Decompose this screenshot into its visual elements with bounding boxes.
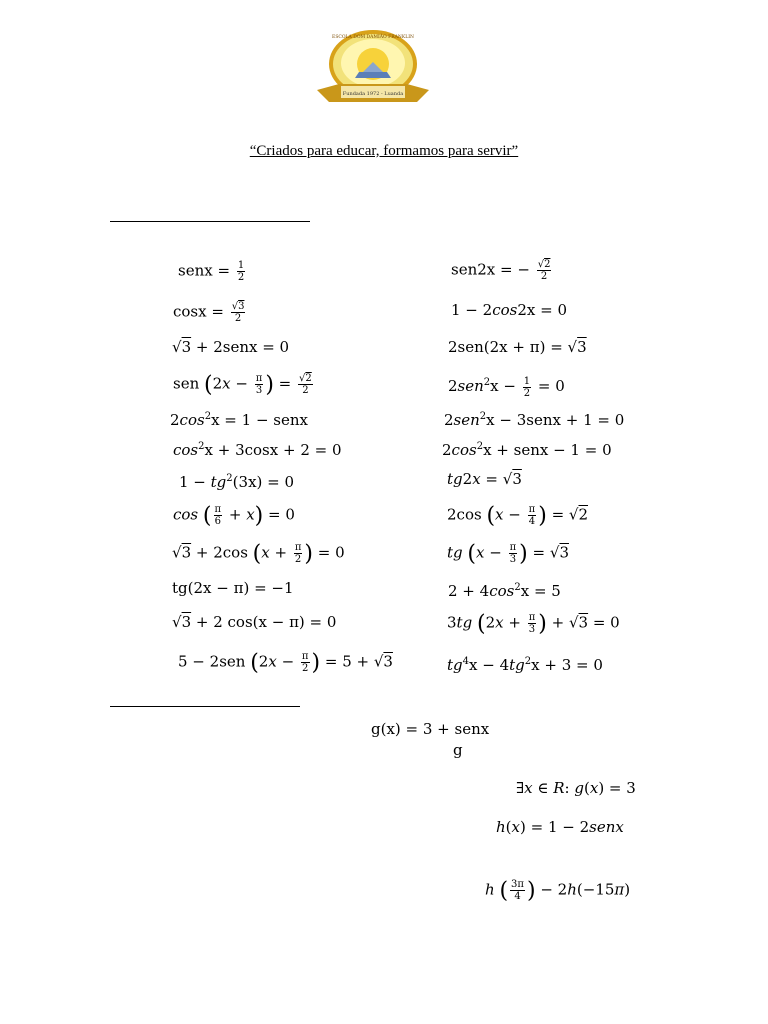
- section-rule-2: [110, 706, 300, 707]
- left-eq-2: cosx = $\frac{√3}{2}$: [173, 301, 245, 324]
- logo-ribbon-text: Fundada 1972 - Luanda: [342, 91, 404, 97]
- right-eq-9: tg (x − $\frac{\pi}{3}$ ) = √3: [447, 541, 569, 567]
- motto: “Criados para educar, formamos para servir”: [249, 143, 519, 159]
- left-eq-9: √3 + 2cos (x + $\frac{\pi}{2}$ ) = 0: [172, 541, 345, 567]
- left-eq-4: sen (2x − $\frac{\pi}{3}$ ) = $\frac{√2}{2}$: [173, 372, 312, 398]
- h-definition: h(x) = 1 − 2senx: [496, 818, 624, 836]
- left-eq-1: senx = $\frac{1}{2}$: [178, 260, 245, 283]
- school-logo: [313, 28, 433, 106]
- right-eq-4: 2sen$^2$x − $\frac{1}{2}$ = 0: [448, 375, 565, 399]
- left-eq-3: √3 + 2senx = 0: [172, 338, 290, 356]
- left-eq-12: 5 − 2sen (2x − $\frac{\pi}{2}$ ) = 5 + √3: [178, 650, 393, 676]
- right-eq-5: 2sen$^2$x − 3senx + 1 = 0: [444, 411, 625, 429]
- left-eq-10: tg(2x − π) = −1: [172, 579, 294, 597]
- right-eq-2: 1 − 2cos2x = 0: [451, 301, 567, 319]
- left-eq-5: $2\cos^2x = 1$ − senx: [170, 411, 308, 429]
- right-eq-3: 2sen(2x + π) = √3: [448, 338, 587, 356]
- exists-statement: ∃x ∈ R: g(x) = 3: [516, 779, 636, 797]
- right-eq-7: tg2x = √3: [447, 470, 522, 488]
- g-definition: g(x) = 3 + senx: [371, 720, 490, 738]
- section-rule-1: [110, 221, 310, 222]
- h-expression: h ( $\frac{3\pi}{4}$ ) − 2h(−15π): [485, 878, 631, 904]
- right-eq-11: 3tg (2x + $\frac{\pi}{3}$ ) + √3 = 0: [447, 611, 620, 637]
- right-eq-6: $2\cos^2x$ + senx − 1 = 0: [442, 441, 612, 459]
- left-eq-8: cos ( $\frac{\pi}{6}$ + x) = 0: [173, 503, 295, 529]
- right-eq-8: 2cos (x − $\frac{\pi}{4}$ ) = √2: [447, 503, 589, 529]
- left-eq-11: √3 + 2 cos(x − π) = 0: [172, 613, 337, 631]
- right-eq-1: sen2x = − $\frac{√2}{2}$: [451, 259, 551, 282]
- left-eq-7: $1 - tg^2(3x) = 0$: [179, 473, 295, 491]
- right-eq-12: $tg^4x - 4tg^2x + 3 = 0$: [447, 656, 603, 674]
- right-eq-10: $2 + 4\cos^2x = 5$: [448, 582, 561, 600]
- g-label: g: [453, 741, 463, 759]
- left-eq-6: $\cos^2x + 3\cos x + 2 = 0$: [173, 441, 342, 459]
- logo-arc-text: ESCOLA DOM DAMIÃO FRANKLIN: [332, 35, 414, 40]
